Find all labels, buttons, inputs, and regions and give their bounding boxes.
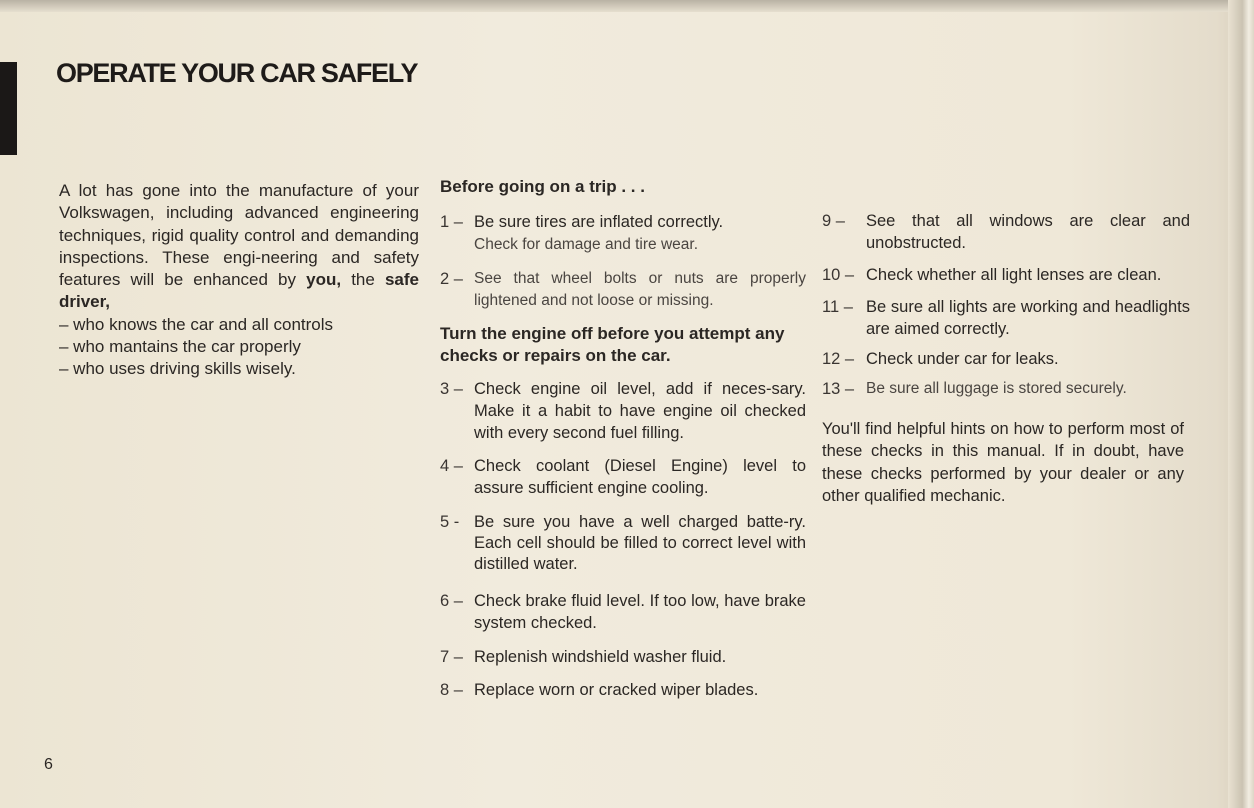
checklist-column-middle xyxy=(440,176,806,701)
list-item xyxy=(822,378,1190,400)
step-number: 3 – xyxy=(440,380,463,398)
list-item: – who knows the car and all controls xyxy=(59,314,334,334)
list-item xyxy=(440,646,806,668)
list-item xyxy=(440,590,806,634)
list-item xyxy=(440,679,806,701)
checklist-column-right xyxy=(822,210,1190,507)
checklist-continued xyxy=(822,210,1190,400)
step-number: 4 – xyxy=(440,457,463,475)
step-number: 1 – xyxy=(440,213,463,231)
list-item xyxy=(822,296,1190,340)
before-trip-heading: Before going on a trip . . . xyxy=(440,177,645,196)
step-text: Replace worn or cracked wiper blades. xyxy=(474,681,759,699)
page-top-shadow xyxy=(0,0,1254,12)
list-item xyxy=(440,268,806,312)
step-number: 5 - xyxy=(440,513,460,531)
driver-qualities-list xyxy=(59,314,419,381)
section-edge-marker xyxy=(0,62,17,155)
step-number: 12 – xyxy=(822,350,855,368)
step-number: 9 – xyxy=(822,212,845,230)
step-text: See that all windows are clear and unobstructed. xyxy=(866,212,1190,252)
list-item xyxy=(822,210,1190,254)
step-number: 2 – xyxy=(440,270,463,288)
step-subtext: Check for damage and tire wear. xyxy=(474,236,699,253)
page-title: OPERATE YOUR CAR SAFELY xyxy=(56,58,418,88)
step-text: Check under car for leaks. xyxy=(866,350,1059,368)
list-item xyxy=(440,512,806,575)
step-text: Be sure all luggage is stored securely. xyxy=(866,380,1127,397)
step-text: Be sure you have a well charged batte-ry. Each cell should be filled to correct level with distilled water. xyxy=(474,513,806,573)
step-text: Replenish windshield washer fluid. xyxy=(474,648,727,666)
step-main-text: Be sure tires are inflated correctly. xyxy=(474,213,724,231)
intro-text: A lot has gone into the manufacture of your Volkswagen, including advanced engineering techniques, rigid quality control and demanding inspections. These engi-neering and safety features will be enhanced by xyxy=(59,181,419,290)
step-text: Check brake fluid level. If too low, have brake system checked. xyxy=(474,592,806,632)
step-number: 13 – xyxy=(822,380,855,398)
list-item xyxy=(440,455,806,499)
book-gutter xyxy=(1228,0,1254,808)
step-number: 7 – xyxy=(440,648,463,666)
step-text: Check whether all light lenses are clean. xyxy=(866,266,1162,284)
list-item xyxy=(440,378,806,444)
intro-you: you, xyxy=(306,270,342,290)
step-text: Check engine oil level, add if neces-sary. Make it a habit to have engine oil checked with every second fuel filling. xyxy=(474,380,806,442)
step-text: Check coolant (Diesel Engine) level to assure sufficient engine cooling. xyxy=(474,457,806,497)
intro-paragraph xyxy=(59,180,419,314)
intro-the: the xyxy=(351,270,375,290)
checklist-before-trip xyxy=(440,211,806,312)
step-text: Be sure all lights are working and headlights are aimed correctly. xyxy=(866,298,1190,338)
step-number: 8 – xyxy=(440,681,463,699)
list-item: – who mantains the car properly xyxy=(59,337,301,357)
intro-safe-driver: safe driver, xyxy=(59,270,419,312)
list-item xyxy=(822,348,1190,370)
list-item: – who uses driving skills wisely. xyxy=(59,359,296,379)
list-item xyxy=(440,211,806,256)
engine-off-heading: Turn the engine off before you attempt any checks or repairs on the car. xyxy=(440,324,785,365)
step-number: 10 – xyxy=(822,266,855,284)
intro-column xyxy=(59,180,419,381)
page-number: 6 xyxy=(44,756,53,773)
step-text: See that wheel bolts or nuts are properly lightened and not loose or missing. xyxy=(474,270,806,309)
step-text xyxy=(474,211,806,256)
step-number: 11 – xyxy=(822,298,853,316)
list-item xyxy=(822,264,1190,286)
closing-paragraph: You'll find helpful hints on how to perform most of these checks in this manual. If in doubt, have these checks performed by your dealer or any other qualified mechanic. xyxy=(822,420,1184,505)
step-number: 6 – xyxy=(440,592,463,610)
checklist-engine-off xyxy=(440,378,806,701)
